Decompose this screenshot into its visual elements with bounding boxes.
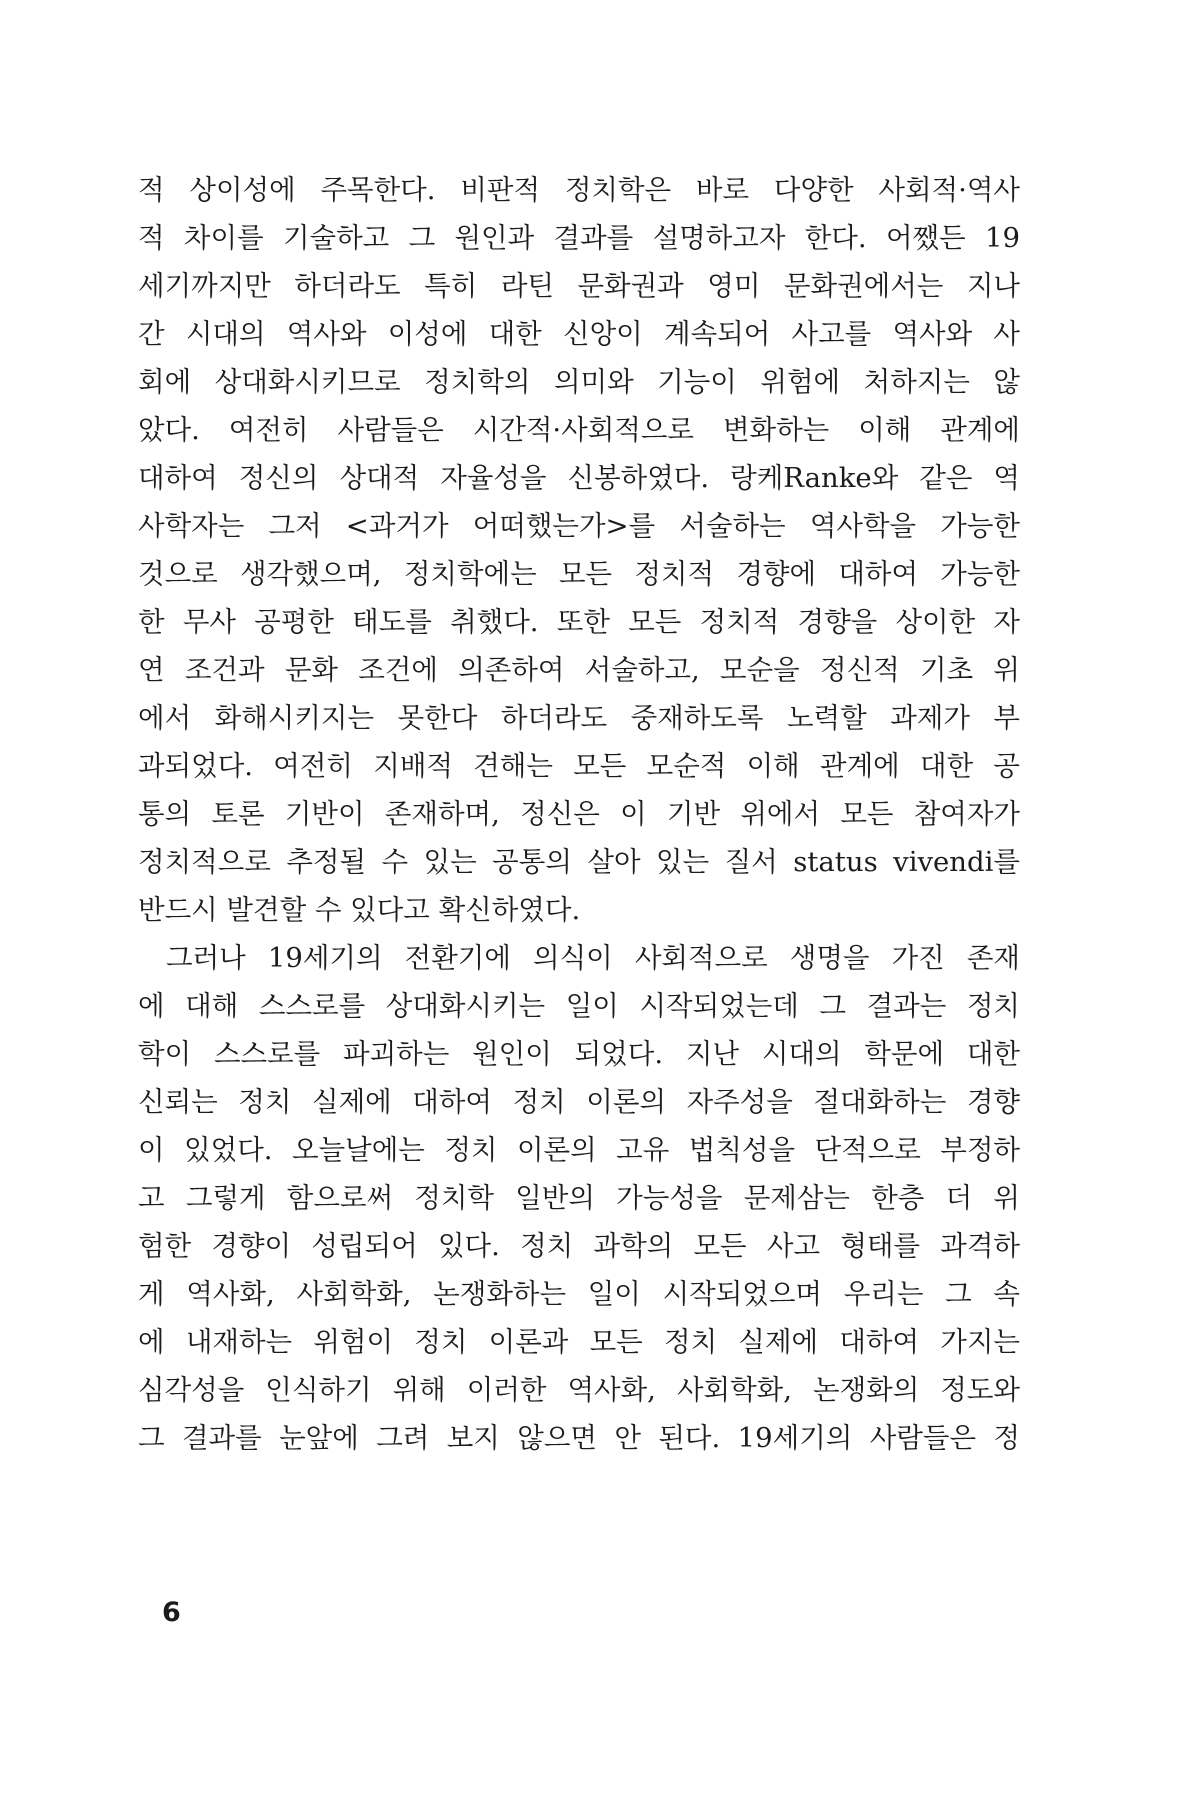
text-line: 연 조건과 문화 조건에 의존하여 서술하고, 모순을 정신적 기초 위 (138, 654, 1020, 686)
text-line: 게 역사화, 사회학화, 논쟁화하는 일이 시작되었으며 우리는 그 속 (138, 1278, 1020, 1310)
text-line: 심각성을 인식하기 위해 이러한 역사화, 사회학화, 논쟁화의 정도와 (138, 1374, 1020, 1406)
text-line: 간 시대의 역사와 이성에 대한 신앙이 계속되어 사고를 역사와 사 (138, 318, 1020, 350)
text-line: 세기까지만 하더라도 특히 라틴 문화권과 영미 문화권에서는 지나 (138, 270, 1020, 302)
page-body (138, 166, 1020, 1462)
text-line: 반드시 발견할 수 있다고 확신하였다. (138, 894, 581, 926)
text-line: 신뢰는 정치 실제에 대하여 정치 이론의 자주성을 절대화하는 경향 (138, 1086, 1020, 1118)
text-line: 았다. 여전히 사람들은 시간적·사회적으로 변화하는 이해 관계에 (138, 414, 1020, 446)
text-line: 에서 화해시키지는 못한다 하더라도 중재하도록 노력할 과제가 부 (138, 702, 1020, 734)
text-line: 적 차이를 기술하고 그 원인과 결과를 설명하고자 한다. 어쨌든 19 (138, 222, 1020, 254)
text-line: 것으로 생각했으며, 정치학에는 모든 정치적 경향에 대하여 가능한 (138, 558, 1020, 590)
text-line: 고 그렇게 함으로써 정치학 일반의 가능성을 문제삼는 한층 더 위 (138, 1182, 1020, 1214)
paragraph-1 (138, 166, 1020, 934)
text-line: 적 상이성에 주목한다. 비판적 정치학은 바로 다양한 사회적·역사 (138, 174, 1020, 206)
page-number: 6 (162, 1597, 181, 1628)
text-line: 이 있었다. 오늘날에는 정치 이론의 고유 법칙성을 단적으로 부정하 (138, 1134, 1020, 1166)
text-line: 과되었다. 여전히 지배적 견해는 모든 모순적 이해 관계에 대한 공 (138, 750, 1020, 782)
text-line: 대하여 정신의 상대적 자율성을 신봉하였다. 랑케Ranke와 같은 역 (138, 462, 1020, 494)
paragraph-2 (138, 934, 1020, 1462)
text-line: 한 무사 공평한 태도를 취했다. 또한 모든 정치적 경향을 상이한 자 (138, 606, 1020, 638)
text-line: 에 대해 스스로를 상대화시키는 일이 시작되었는데 그 결과는 정치 (138, 990, 1020, 1022)
text-line: 학이 스스로를 파괴하는 원인이 되었다. 지난 시대의 학문에 대한 (138, 1038, 1020, 1070)
text-line: 험한 경향이 성립되어 있다. 정치 과학의 모든 사고 형태를 과격하 (138, 1230, 1020, 1262)
text-line: 그러나 19세기의 전환기에 의식이 사회적으로 생명을 가진 존재 (166, 942, 1020, 974)
text-line: 통의 토론 기반이 존재하며, 정신은 이 기반 위에서 모든 참여자가 (138, 798, 1020, 830)
text-line: 정치적으로 추정될 수 있는 공통의 살아 있는 질서 status vivendi를 (138, 846, 1020, 878)
text-line: 사학자는 그저 <과거가 어떠했는가>를 서술하는 역사학을 가능한 (138, 510, 1020, 542)
text-line: 그 결과를 눈앞에 그려 보지 않으면 안 된다. 19세기의 사람들은 정 (138, 1422, 1020, 1454)
text-line: 에 내재하는 위험이 정치 이론과 모든 정치 실제에 대하여 가지는 (138, 1326, 1020, 1358)
text-line: 회에 상대화시키므로 정치학의 의미와 기능이 위험에 처하지는 않 (138, 366, 1020, 398)
